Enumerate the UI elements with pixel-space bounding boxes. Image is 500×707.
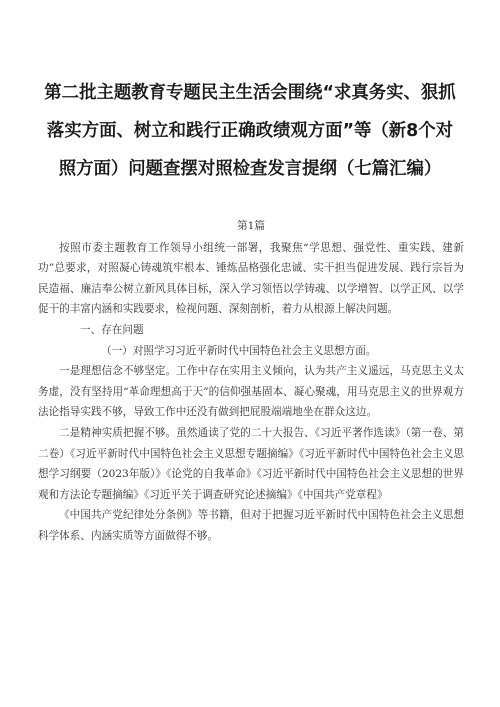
- paragraph-discipline: 《中国共产党纪律处分条例》等书籍，但对于把握习近平新时代中国特色社会主义思想科学体系、内涵实质等方面做得不够。: [38, 509, 464, 542]
- paragraph-ideals: 一是理想信念不够坚定。工作中存在实用主义倾向，认为共产主义遥远，马克思主义太务虚，没有坚持用“革命理想高于天”的信仰强基固本、凝心聚魂，用马克思主义的世界观方法论指导实践不够，导致工作中还没有做到把屁股端端地坐在群众这边。: [38, 365, 464, 419]
- paragraph-essence: 二是精神实质把握不够。虽然通读了党的二十大报告、《习近平著作选读》（第一卷、第二卷）《习近平新时代中国特色社会主义思想专题摘编》《习近平新时代中国特色社会主义思想学习纲要（2023年版）》《论党的自我革命》《习近平新时代中国特色社会主义思想的世界观和方法论专题摘编》《习近平关于调查研究论述摘编》《中国共产党章程》: [38, 426, 464, 501]
- chapter-label: 第1篇: [237, 220, 265, 232]
- document-title: [34, 74, 466, 188]
- section-heading: 一、存在问题: [80, 323, 144, 336]
- subsection-heading: （一）对照学习习近平新时代中国特色社会主义思想方面。: [101, 344, 377, 357]
- document-body: [38, 216, 464, 547]
- intro-paragraph: 按照市委主题教育工作领导小组统一部署，我聚焦“学思想、强党性、重实践、建新功”总要求，对照凝心铸魂筑牢根本、锤炼品格强化忠诚、实干担当促进发展、践行宗旨为民造福、廉洁奉公树立新风具体目标，深入学习领悟以学铸魂、以学增智、以学正风、以学促干的丰富内涵和实践要求，检视问题、深刻剖析，着力从根源上解决问题。: [38, 241, 464, 316]
- title-line-1: 第二批主题教育专题民主生活会围绕“求真务实、狠抓: [44, 83, 456, 103]
- title-line-3: 照方面）问题查摆对照检查发言提纲（七篇汇编）: [58, 159, 442, 179]
- title-line-2: 落实方面、树立和践行正确政绩观方面”等（新8个对: [46, 121, 454, 141]
